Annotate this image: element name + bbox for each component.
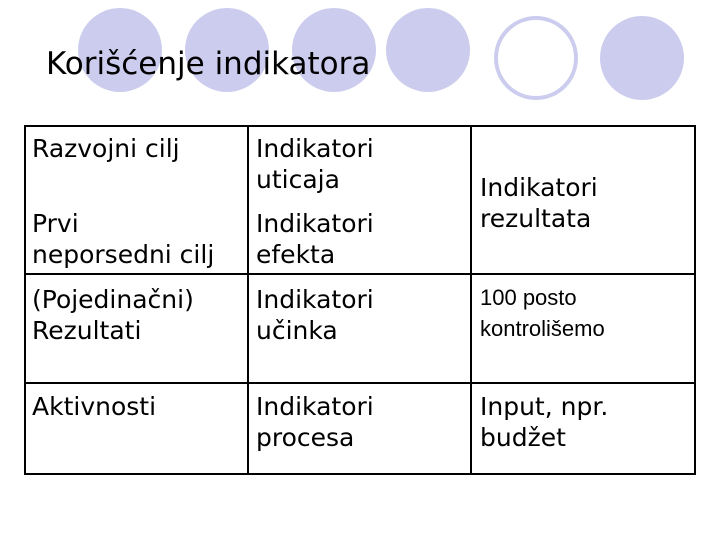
table-row-divider-2 bbox=[24, 382, 696, 384]
table-border-bottom bbox=[24, 473, 696, 475]
cell-input-budget: Input, npr. budžet bbox=[480, 392, 609, 452]
decor-circle-6 bbox=[600, 16, 684, 100]
cell-effect-indicators: Indikatori efekta bbox=[256, 209, 374, 269]
table-border-left bbox=[24, 125, 26, 475]
table-col-divider-1 bbox=[247, 125, 249, 475]
cell-results: (Pojedinačni) Rezultati bbox=[32, 285, 194, 345]
table-col-divider-2 bbox=[470, 125, 472, 475]
cell-development-goal: Razvojni cilj bbox=[32, 134, 180, 163]
table-border-right bbox=[694, 125, 696, 475]
cell-result-indicators: Indikatori rezultata bbox=[480, 173, 598, 233]
table-border-top bbox=[24, 125, 696, 127]
cell-first-immediate-goal: Prvi neporsedni cilj bbox=[32, 209, 215, 269]
cell-impact-indicators: Indikatori uticaja bbox=[256, 134, 374, 194]
cell-process-indicators: Indikatori procesa bbox=[256, 392, 374, 452]
slide-title: Korišćenje indikatora bbox=[46, 46, 371, 82]
cell-activities: Aktivnosti bbox=[32, 392, 157, 421]
cell-output-indicators: Indikatori učinka bbox=[256, 285, 374, 345]
decor-circle-5 bbox=[494, 16, 578, 100]
cell-control-note: 100 posto kontrolišemo bbox=[480, 285, 605, 341]
decor-circle-4 bbox=[386, 8, 470, 92]
table-row-divider-1 bbox=[24, 273, 696, 275]
